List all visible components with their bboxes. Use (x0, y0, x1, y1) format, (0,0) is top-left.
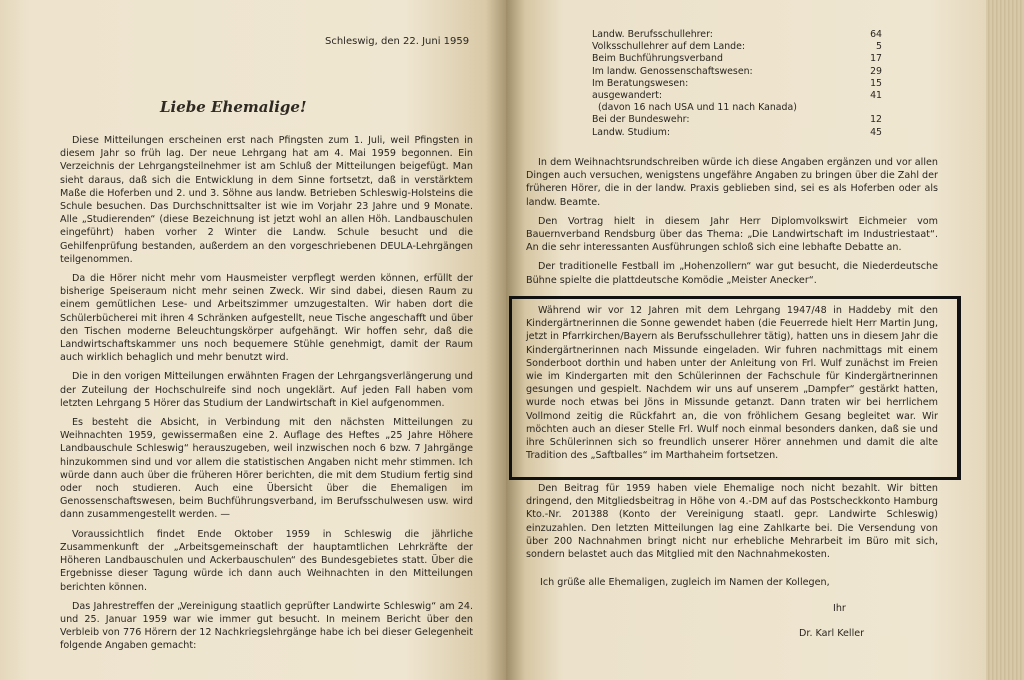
stat-row (592, 29, 882, 41)
stat-label: Beim Buchführungsverband (592, 53, 723, 65)
stat-label: Landw. Studium: (592, 126, 670, 138)
right-body-text (526, 156, 938, 293)
stat-row (592, 114, 882, 126)
paragraph: Den Vortrag hielt in diesem Jahr Herr Diplomvolkswirt Eichmeier vom Bauernverband Rendsburg über das Thema: „Die Landwirtschaft im Industriestaat“. An die sehr interessanten Ausführungen schloß sich eine lebhafte Debatte an. (526, 215, 938, 254)
closing-line: Ich grüße alle Ehemaligen, zugleich im Namen der Kollegen, (540, 577, 830, 588)
stat-row (592, 78, 882, 90)
stat-label: Bei der Bundeswehr: (592, 114, 690, 126)
paragraph: Das Jahrestreffen der „Vereinigung staatlich geprüfter Landwirte Schleswig“ am 24. und 25. Januar 1959 war wie immer gut besucht. In meinem Bericht über den Verbleib von 776 Hörern der 12 Nachkriegslehrgänge habe ich bei dieser Gelegenheit folgende Angaben gemacht: (60, 600, 473, 652)
stat-row (592, 66, 882, 78)
paragraph: Voraussichtlich findet Ende Oktober 1959 in Schleswig die jährliche Zusammenkunft der „Arbeitsgemeinschaft der hauptamtlichen Lehrkräfte der Höheren Landbauschulen und Ackerbauschulen“ des Bundesgebietes statt. Über die Ergebnisse dieser Tagung würde ich dann auch Weihnachten in den Mitteilungen berichten können. (60, 528, 473, 593)
paragraph: Den Beitrag für 1959 haben viele Ehemalige noch nicht bezahlt. Wir bitten dringend, den Mitgliedsbeitrag in Höhe von 4.-DM auf das Postscheckkonto Hamburg Kto.-Nr. 201388 (Konto der Vereinigung staatl. gepr. Landwirte Schleswig) einzuzahlen. Den letzten Mitteilungen lag eine Zahlkarte bei. Die Versendung von über 200 Nachnahmen bringt nicht nur erhebliche Mehrarbeit im Büro mit sich, sondern belastet auch das Mitglied mit den Nachnahmekosten. (526, 483, 938, 561)
dateline: Schleswig, den 22. Juni 1959 (325, 36, 470, 47)
stat-label: (davon 16 nach USA und 11 nach Kanada) (598, 102, 797, 114)
stat-row (592, 90, 882, 102)
stat-value: 17 (870, 53, 882, 65)
paragraph: Die in den vorigen Mitteilungen erwähnten Fragen der Lehrgangsverlängerung und der Zuteilung der Hochschulreife sind noch ungeklärt. Auf jeden Fall haben vom letzten Lehrgang 5 Hörer das Studium der Landwirtschaft in Kiel aufgenommen. (60, 371, 473, 409)
left-body-text (60, 134, 473, 659)
stat-value: 29 (870, 65, 882, 77)
stat-row (592, 53, 882, 65)
stat-label: ausgewandert: (592, 90, 663, 102)
stat-row (592, 127, 882, 139)
membership-fee-text (526, 482, 938, 567)
stat-value: 5 (876, 41, 882, 53)
graduate-stats-list (592, 29, 882, 139)
boxed-text (526, 304, 938, 468)
salutation: Liebe Ehemalige! (160, 98, 307, 116)
stat-note (592, 102, 882, 114)
page-edges (986, 0, 1024, 680)
stat-value: 41 (870, 90, 882, 102)
stat-value: 64 (870, 29, 882, 40)
stat-label: Im landw. Genossenschaftswesen: (592, 65, 753, 77)
signature: Dr. Karl Keller (799, 628, 865, 639)
stat-value: 15 (870, 77, 882, 89)
paragraph: Es besteht die Absicht, in Verbindung mit den nächsten Mitteilungen zu Weihnachten 1959, gewissermaßen eine 2. Auflage des Heftes „25 Jahre Höhere Landbauschule Schleswig“ herauszugeben, weil inzwischen noch 6 bzw. 7 Jahrgänge hinzukommen sind und vor allem die statistischen Angaben nicht mehr stimmen. Ich würde dann auch über die früheren Hörer berichten, die mit dem Studium fertig sind oder noch studieren. Auch eine Übersicht über die Ehemaligen im Genossenschaftswesen, beim Buchführungsverband, im Berufsschulwesen usw. wird dann zusammengestellt werden. — (60, 417, 473, 521)
stat-label: Im Beratungswesen: (592, 77, 689, 89)
stat-value: 12 (870, 114, 882, 126)
paragraph: Da die Hörer nicht mehr vom Hausmeister verpflegt werden können, erfüllt der bisherige Speiseraum nicht mehr seinen Zweck. Wir sind dabei, diesen Raum zu einem gemütlichen Lese- und Arbeitszimmer umzugestalten. Wir haben dort die Schülerbücherei mit ihren 4 Schränken aufgestellt, neue Tische angeschafft und über den Tischen moderne Beleuchtungskörper aufgehängt. Wir hoffen sehr, daß die Landwirtschaftskammer uns noch bequemere Stühle genehmigt, damit der Raum auch wirklich behaglich und mehr benutzt wird. (60, 273, 473, 364)
stat-row (592, 41, 882, 53)
stat-label: Volksschullehrer auf dem Lande: (592, 41, 746, 53)
stat-label: Landw. Berufsschullehrer: (592, 29, 713, 40)
stat-value: 45 (870, 126, 882, 138)
paragraph: Diese Mitteilungen erscheinen erst nach Pfingsten zum 1. Juli, weil Pfingsten in diesem Jahr so früh lag. Der neue Lehrgang hat am 4. Mai 1959 begonnen. Ein Verzeichnis der Lehrgangsteilnehmer ist am Schluß der Mitteilungen beigefügt. Man sieht daraus, daß sich die Entwicklung in dem Sinne fortsetzt, daß in verstärktem Maße die Hoferben und 2. und 3. Söhne aus landw. Betrieben Schleswig-Holsteins die Schule besuchen. Das Durchschnittsalter ist wie im Vorjahr 23 Jahre und 9 Monate. Alle „Studierenden“ (diese Bezeichnung ist jetzt wohl an allen Höh. Landbauschulen eingeführt) haben vorher 2 Winter die Landw. Schule besucht und die Gehilfenprüfung bestanden, außerdem an den vorgeschriebenen DEULA-Lehrgängen teilgenommen. (60, 135, 473, 265)
paragraph: Der traditionelle Festball im „Hohenzollern“ war gut besucht, die Niederdeutsche Bühne spielte die plattdeutsche Komödie „Meister Anecker“. (526, 261, 938, 286)
closing-ihr: Ihr (833, 603, 846, 614)
boxed-paragraph: Während wir vor 12 Jahren mit dem Lehrgang 1947/48 in Haddeby mit den Kindergärtnerinnen die Sonne gewendet haben (die Feuerrede hielt Herr Martin Jung, jetzt in Pfarrkirchen/Bayern als Berufsschullehrer tätig), hatten uns in diesem Jahr die Kindergärtnerinnen nach Missunde eingeladen. Wir fuhren nachmittags mit einem Sonderboot dorthin und haben unter der Anleitung von Frl. Wulf zunächst im Freien wie im Kindergarten mit den Schülerinnen der Fachschule für Kindergärtnerinnen gesungen und gespielt. Nachdem wir uns auf unserem „Dampfer“ gestärkt hatten, wurde noch etwas bei Jöns in Missunde getanzt. Dann traten wir bei herrlichem Vollmond zeitig die Rückfahrt an, die von fröhlichem Gesang begleitet war. Wir möchten auch an dieser Stelle Frl. Wulf noch einmal besonders danken, daß sie und ihre Schülerinnen sich so freundlich unserer Hörer annehmen und damit die alte Tradition des „Saftballes“ im Marthaheim fortsetzen. (526, 305, 938, 462)
paragraph: In dem Weihnachtsrundschreiben würde ich diese Angaben ergänzen und vor allen Dingen auch versuchen, wenigstens ungefähre Angaben zu bringen über die Zahl der früheren Hörer, die in der landw. Praxis geblieben sind, sei es als Hoferben oder als landw. Beamte. (526, 157, 938, 208)
